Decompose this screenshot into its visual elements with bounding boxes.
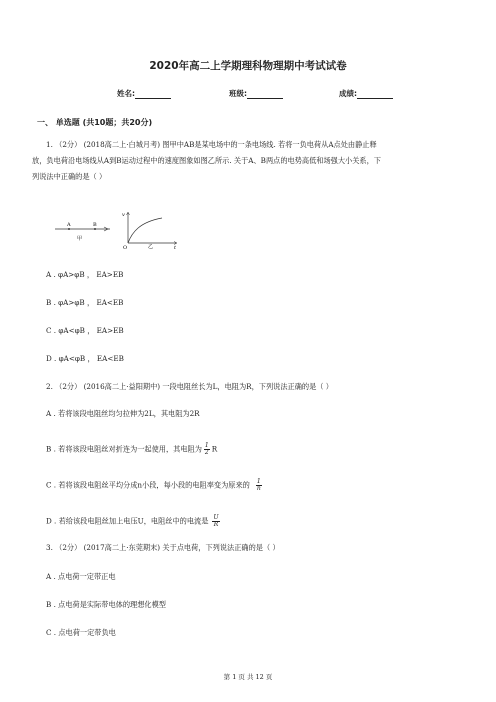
class-field[interactable] — [229, 88, 283, 99]
q2-option-c[interactable] — [46, 479, 264, 492]
q3-option-a[interactable]: A . 点电荷一定带正电 — [46, 572, 116, 581]
origin-label: O — [123, 245, 128, 250]
q3-option-b[interactable]: B . 点电荷是实际带电体的理想化模型 — [46, 600, 166, 609]
v-label: v — [122, 212, 125, 218]
q2-option-b-text: B . 若将该段电阻丝对折连为一起使用，其电阻为 — [46, 444, 202, 454]
q2-option-b-unit: R — [211, 444, 218, 454]
figure-label-yi: 乙 — [148, 244, 154, 250]
q3-option-c[interactable]: C . 点电荷一定带负电 — [46, 628, 116, 637]
q2-stem: 2. （2分） (2016高二上·益阳期中) 一段电阻丝长为L，电阻为R，下列说法正确的是（ ） — [46, 382, 333, 391]
name-field[interactable] — [117, 88, 171, 99]
score-label: 成绩: — [339, 89, 357, 98]
t-label: t — [174, 245, 177, 250]
score-blank[interactable] — [357, 90, 393, 99]
q1-figure-field-line — [55, 220, 110, 246]
q1-option-b[interactable]: B . φA>φB ， EA<EB — [46, 298, 124, 307]
q1-option-d[interactable]: D . φA<φB ， EA<EB — [46, 354, 124, 363]
point-a — [68, 228, 70, 230]
q1-figure-velocity-graph — [122, 210, 180, 250]
class-blank[interactable] — [247, 90, 283, 99]
q1-stem-line2: 放，负电荷沿电场线从A到B运动过程中的速度图象如图乙所示. 关于A、B两点的电势高低和场强大小关系，下 — [32, 156, 381, 165]
label-a: A — [67, 222, 71, 228]
class-label: 班级: — [229, 89, 247, 98]
fraction-one-over-n: $\frac{1}{n}$ — [256, 478, 261, 492]
q1-option-c[interactable]: C . φA<φB ， EA>EB — [46, 326, 124, 335]
fraction-one-half: $\frac{1}{2}$ — [204, 442, 209, 456]
q2-option-d[interactable] — [46, 515, 222, 528]
q1-stem-line1: 1. （2分） (2018高二上·白城月考) 图甲中AB是某电场中的一条电场线. 若将一负电荷从A点处由静止释 — [46, 140, 377, 149]
label-b: B — [93, 222, 97, 228]
fraction-u-over-r: $\frac{U}{R}$ — [213, 514, 219, 528]
q1-option-a[interactable]: A . φA>φB ， EA>EB — [46, 270, 124, 279]
score-field[interactable] — [339, 88, 393, 99]
q2-option-d-text: D . 若给该段电阻丝加上电压U，电阻丝中的电流是 — [46, 516, 209, 526]
exam-title: 2020年高二上学期理科物理期中考试试卷 — [149, 60, 347, 72]
q2-option-c-text: C . 若将该段电阻丝平均分成n小段，每小段的电阻率变为原来的 — [46, 480, 250, 490]
q3-stem: 3. （2分） (2017高二上·东莞期末) 关于点电荷，下列说法正确的是（ ） — [46, 543, 280, 552]
point-b — [94, 228, 96, 230]
q1-stem-line3: 列说法中正确的是（ ） — [32, 172, 107, 181]
q2-option-b[interactable] — [46, 443, 217, 456]
page-footer: 第 1 页 共 12 页 — [223, 673, 273, 681]
name-label: 姓名: — [117, 89, 135, 98]
q2-option-a[interactable]: A . 若将该段电阻丝均匀拉伸为2L，其电阻为2R — [46, 409, 200, 418]
section-heading-single-choice: 一、 单选题 (共10题；共20分) — [37, 118, 153, 127]
velocity-curve — [128, 218, 162, 243]
name-blank[interactable] — [135, 90, 171, 99]
figure-label-jia: 甲 — [77, 236, 83, 242]
